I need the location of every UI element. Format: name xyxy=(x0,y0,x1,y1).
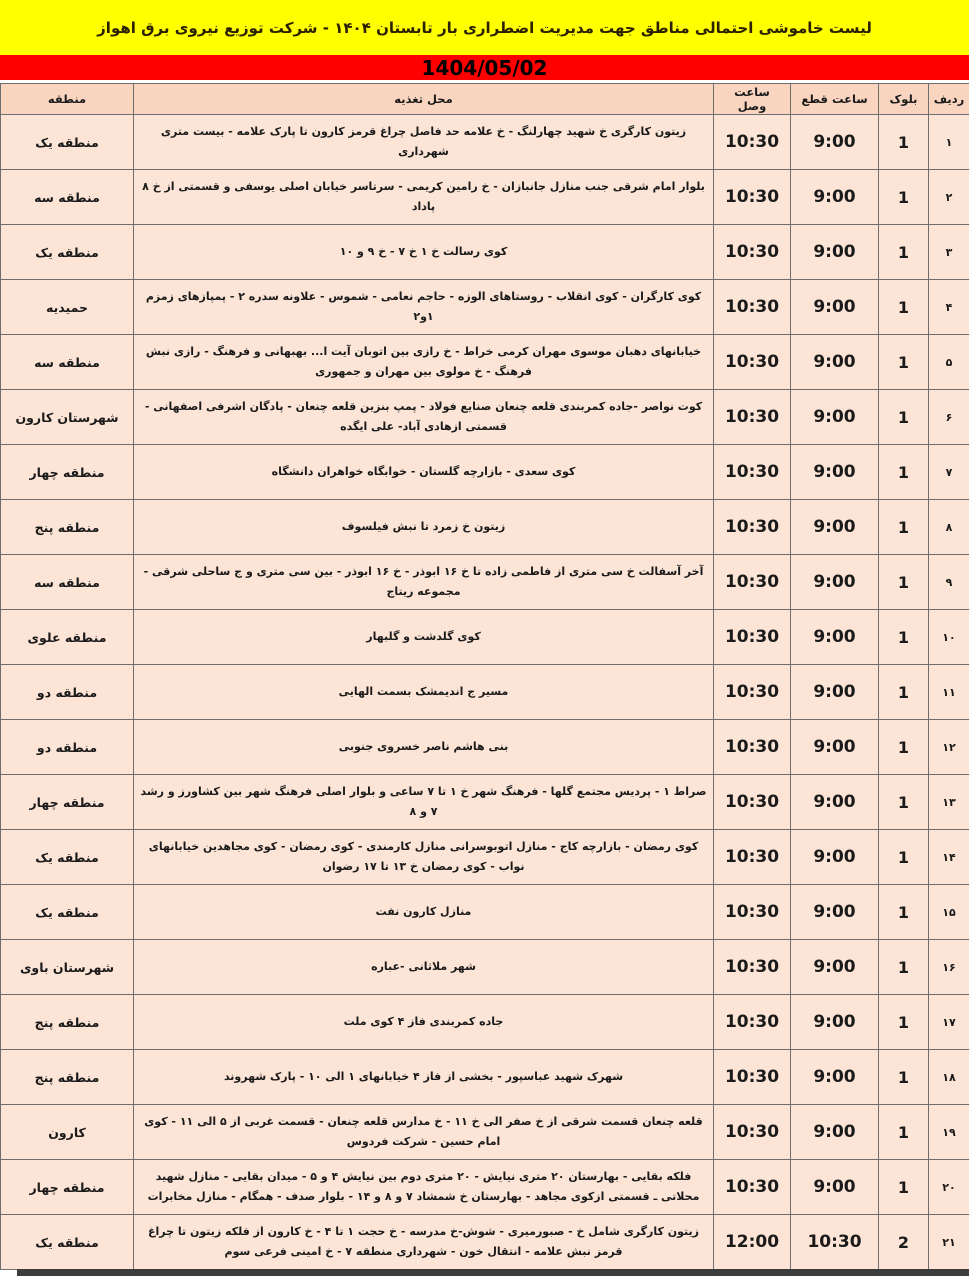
cell-block: 1 xyxy=(879,115,929,170)
date-band xyxy=(0,55,969,80)
col-header-block: بلوک xyxy=(879,84,929,115)
table-row xyxy=(1,445,969,500)
cell-row-number: ۳ xyxy=(929,225,969,280)
cell-cut-time: 9:00 xyxy=(791,1105,879,1160)
table-row xyxy=(1,335,969,390)
cell-restore-time: 10:30 xyxy=(714,610,791,665)
cell-cut-time: 9:00 xyxy=(791,775,879,830)
cell-region: منطقه چهار xyxy=(1,1160,134,1215)
cell-cut-time: 9:00 xyxy=(791,555,879,610)
cell-block: 1 xyxy=(879,940,929,995)
cell-cut-time: 9:00 xyxy=(791,500,879,555)
table-row xyxy=(1,170,969,225)
cell-restore-time: 10:30 xyxy=(714,665,791,720)
title-band xyxy=(0,0,969,55)
cell-restore-time: 10:30 xyxy=(714,775,791,830)
table-row xyxy=(1,555,969,610)
table-row xyxy=(1,280,969,335)
table-row xyxy=(1,885,969,940)
cell-row-number: ۴ xyxy=(929,280,969,335)
table-body xyxy=(1,115,969,1270)
table-row xyxy=(1,1105,969,1160)
table-header-row xyxy=(1,84,969,115)
cell-region: منطقه علوی xyxy=(1,610,134,665)
cell-location: زیتون کارگری خ شهید چهارلنگ - خ علامه حد فاصل چراغ قرمز کارون تا پارک علامه - بیست متری شهرداری xyxy=(134,115,714,170)
cell-restore-time: 12:00 xyxy=(714,1215,791,1270)
cell-location: زیتون کارگری شامل خ - صبورمیری - شوش-خ مدرسه - خ حجت ۱ تا ۴ - خ کارون از فلکه زیتون تا چراغ قرمز نبش علامه - انتقال خون - شهرداری منطقه ۷ - خ امینی فرعی سوم xyxy=(134,1215,714,1270)
cell-block: 1 xyxy=(879,445,929,500)
bottom-scrollbar[interactable] xyxy=(17,1269,969,1276)
table-row xyxy=(1,1050,969,1105)
cell-location: مسیر ج اندیمشک بسمت الهایی xyxy=(134,665,714,720)
cell-restore-time: 10:30 xyxy=(714,720,791,775)
cell-restore-time: 10:30 xyxy=(714,390,791,445)
cell-block: 1 xyxy=(879,555,929,610)
cell-cut-time: 9:00 xyxy=(791,280,879,335)
cell-cut-time: 9:00 xyxy=(791,720,879,775)
cell-row-number: ۶ xyxy=(929,390,969,445)
cell-region: کارون xyxy=(1,1105,134,1160)
cell-block: 1 xyxy=(879,720,929,775)
table-row xyxy=(1,775,969,830)
date-label: 1404/05/02 xyxy=(421,55,548,80)
cell-block: 1 xyxy=(879,390,929,445)
cell-restore-time: 10:30 xyxy=(714,280,791,335)
cell-cut-time: 9:00 xyxy=(791,170,879,225)
table-row xyxy=(1,115,969,170)
cell-location: منازل کارون نفت xyxy=(134,885,714,940)
cell-location: کوی کارگران - کوی انقلاب - روستاهای الوزه - حاجم نعامی - شموس - علاونه سدره ۲ - پمپازهای زمزم ۱و۲ xyxy=(134,280,714,335)
table-row xyxy=(1,830,969,885)
cell-restore-time: 10:30 xyxy=(714,500,791,555)
cell-row-number: ۹ xyxy=(929,555,969,610)
cell-row-number: ۱۹ xyxy=(929,1105,969,1160)
cell-row-number: ۱۱ xyxy=(929,665,969,720)
cell-block: 1 xyxy=(879,1050,929,1105)
cell-restore-time: 10:30 xyxy=(714,1050,791,1105)
cell-location: صراط ۱ - پردیس مجتمع گلها - فرهنگ شهر خ ۱ تا ۷ ساعی و بلوار اصلی فرهنگ شهر بین کشاورز و رشد ۷ و ۸ xyxy=(134,775,714,830)
cell-location: شهرک شهید عباسپور - بخشی از فاز ۴ خیابانهای ۱ الی ۱۰ - پارک شهروند xyxy=(134,1050,714,1105)
cell-region: منطقه پنج xyxy=(1,1050,134,1105)
cell-block: 2 xyxy=(879,1215,929,1270)
table-row xyxy=(1,665,969,720)
cell-restore-time: 10:30 xyxy=(714,995,791,1050)
cell-restore-time: 10:30 xyxy=(714,885,791,940)
cell-row-number: ۵ xyxy=(929,335,969,390)
cell-region: منطقه یک xyxy=(1,830,134,885)
cell-block: 1 xyxy=(879,1160,929,1215)
cell-row-number: ۲۱ xyxy=(929,1215,969,1270)
cell-block: 1 xyxy=(879,995,929,1050)
cell-region: منطقه چهار xyxy=(1,445,134,500)
cell-block: 1 xyxy=(879,830,929,885)
cell-cut-time: 9:00 xyxy=(791,1050,879,1105)
cell-restore-time: 10:30 xyxy=(714,1160,791,1215)
table-row xyxy=(1,500,969,555)
cell-cut-time: 9:00 xyxy=(791,940,879,995)
cell-location: زیتون خ زمرد تا نبش فیلسوف xyxy=(134,500,714,555)
cell-row-number: ۱۳ xyxy=(929,775,969,830)
cell-region: شهرستان باوی xyxy=(1,940,134,995)
outage-schedule-table xyxy=(0,83,969,1270)
cell-cut-time: 9:00 xyxy=(791,225,879,280)
cell-location: قلعه چنعان قسمت شرقی از خ صفر الی خ ۱۱ - خ مدارس قلعه چنعان - قسمت غربی از ۵ الی ۱۱ - کوی امام حسین - شرکت فردوس xyxy=(134,1105,714,1160)
cell-block: 1 xyxy=(879,1105,929,1160)
cell-block: 1 xyxy=(879,665,929,720)
cell-cut-time: 10:30 xyxy=(791,1215,879,1270)
cell-region: منطقه دو xyxy=(1,665,134,720)
table-row xyxy=(1,1160,969,1215)
cell-location: کوی سعدی - بازارچه گلستان - خوابگاه خواهران دانشگاه xyxy=(134,445,714,500)
cell-location: خیابانهای دهبان موسوی مهران کرمی خراط - خ رازی بین اتوبان آیت ا... بهبهانی و فرهنگ - رازی نبش فرهنگ - خ مولوی بین مهران و جمهوری xyxy=(134,335,714,390)
page-title: لیست خاموشی احتمالی مناطق جهت مدیریت اضطراری بار تابستان ۱۴۰۴ - شرکت توزیع نیروی برق اهواز xyxy=(97,18,872,37)
cell-restore-time: 10:30 xyxy=(714,830,791,885)
col-header-region: منطقه xyxy=(1,84,134,115)
cell-location: کوی رمضان - بازارچه کاج - منازل اتوبوسرانی منازل کارمندی - کوی رمضان - کوی مجاهدین خیابانهای نواب - کوی رمضان خ ۱۳ تا ۱۷ رضوان xyxy=(134,830,714,885)
cell-cut-time: 9:00 xyxy=(791,610,879,665)
table-row xyxy=(1,995,969,1050)
cell-region: منطقه پنج xyxy=(1,500,134,555)
cell-row-number: ۱۴ xyxy=(929,830,969,885)
cell-location: کوی گلدشت و گلبهار xyxy=(134,610,714,665)
cell-region: حمیدیه xyxy=(1,280,134,335)
cell-block: 1 xyxy=(879,280,929,335)
cell-cut-time: 9:00 xyxy=(791,885,879,940)
cell-row-number: ۱۸ xyxy=(929,1050,969,1105)
cell-region: منطقه یک xyxy=(1,885,134,940)
cell-location: کوی رسالت خ ۱ خ ۷ - خ ۹ و ۱۰ xyxy=(134,225,714,280)
cell-row-number: ۱۰ xyxy=(929,610,969,665)
cell-region: منطقه سه xyxy=(1,170,134,225)
cell-restore-time: 10:30 xyxy=(714,1105,791,1160)
cell-row-number: ۱۵ xyxy=(929,885,969,940)
cell-region: منطقه چهار xyxy=(1,775,134,830)
cell-restore-time: 10:30 xyxy=(714,555,791,610)
cell-restore-time: 10:30 xyxy=(714,940,791,995)
cell-row-number: ۱۶ xyxy=(929,940,969,995)
cell-cut-time: 9:00 xyxy=(791,1160,879,1215)
table-row xyxy=(1,1215,969,1270)
cell-location: بلوار امام شرقی جنب منازل جانبازان - خ رامین کریمی - سرتاسر خیابان اصلی یوسفی و قسمتی از خ ۸ پاداد xyxy=(134,170,714,225)
cell-cut-time: 9:00 xyxy=(791,390,879,445)
cell-block: 1 xyxy=(879,225,929,280)
col-header-location: محل تغذیه xyxy=(134,84,714,115)
cell-row-number: ۱۲ xyxy=(929,720,969,775)
cell-restore-time: 10:30 xyxy=(714,115,791,170)
cell-block: 1 xyxy=(879,775,929,830)
table-row xyxy=(1,390,969,445)
cell-block: 1 xyxy=(879,500,929,555)
cell-row-number: ۲ xyxy=(929,170,969,225)
cell-block: 1 xyxy=(879,610,929,665)
cell-cut-time: 9:00 xyxy=(791,830,879,885)
cell-region: منطقه پنج xyxy=(1,995,134,1050)
cell-cut-time: 9:00 xyxy=(791,995,879,1050)
cell-row-number: ۱۷ xyxy=(929,995,969,1050)
col-header-restore-time: ساعت وصل xyxy=(714,84,791,115)
cell-block: 1 xyxy=(879,335,929,390)
col-header-row-number: ردیف xyxy=(929,84,969,115)
col-header-cut-time: ساعت قطع xyxy=(791,84,879,115)
cell-restore-time: 10:30 xyxy=(714,445,791,500)
cell-location: بنی هاشم ناصر خسروی جنوبی xyxy=(134,720,714,775)
cell-region: منطقه یک xyxy=(1,225,134,280)
cell-cut-time: 9:00 xyxy=(791,445,879,500)
cell-region: منطقه یک xyxy=(1,115,134,170)
cell-restore-time: 10:30 xyxy=(714,170,791,225)
cell-row-number: ۲۰ xyxy=(929,1160,969,1215)
cell-row-number: ۱ xyxy=(929,115,969,170)
cell-row-number: ۸ xyxy=(929,500,969,555)
cell-location: جاده کمربندی فاز ۴ کوی ملت xyxy=(134,995,714,1050)
cell-block: 1 xyxy=(879,170,929,225)
cell-region: شهرستان کارون xyxy=(1,390,134,445)
table-row xyxy=(1,225,969,280)
cell-cut-time: 9:00 xyxy=(791,665,879,720)
cell-restore-time: 10:30 xyxy=(714,225,791,280)
cell-region: منطقه یک xyxy=(1,1215,134,1270)
cell-location: شهر ملاثانی -عباره xyxy=(134,940,714,995)
cell-location: کوت نواصر -جاده کمربندی قلعه چنعان صنایع فولاد - پمپ بنزین قلعه چنعان - پادگان اشرفی اصفهانی - قسمتی ازهادی آباد- علی ایگده xyxy=(134,390,714,445)
cell-location: آخر آسفالت خ سی متری از فاطمی زاده تا خ ۱۶ ابوذر - خ ۱۶ ابوذر - بین سی متری و ج ساحلی شرقی - مجموعه ریتاج xyxy=(134,555,714,610)
cell-block: 1 xyxy=(879,885,929,940)
cell-cut-time: 9:00 xyxy=(791,115,879,170)
cell-region: منطقه دو xyxy=(1,720,134,775)
table-row xyxy=(1,940,969,995)
cell-region: منطقه سه xyxy=(1,335,134,390)
cell-location: فلکه بقایی - بهارستان ۲۰ متری نیایش - ۲۰ متری دوم بین نیایش ۴ و ۵ - میدان بقایی - منازل شهید محلاتی ـ قسمتی ازکوی مجاهد - بهارستان خ شمشاد ۷ و ۸ و ۱۴ - بلوار صدف - همگام - منازل مخابرات xyxy=(134,1160,714,1215)
cell-restore-time: 10:30 xyxy=(714,335,791,390)
cell-cut-time: 9:00 xyxy=(791,335,879,390)
table-row xyxy=(1,720,969,775)
cell-row-number: ۷ xyxy=(929,445,969,500)
cell-region: منطقه سه xyxy=(1,555,134,610)
table-row xyxy=(1,610,969,665)
